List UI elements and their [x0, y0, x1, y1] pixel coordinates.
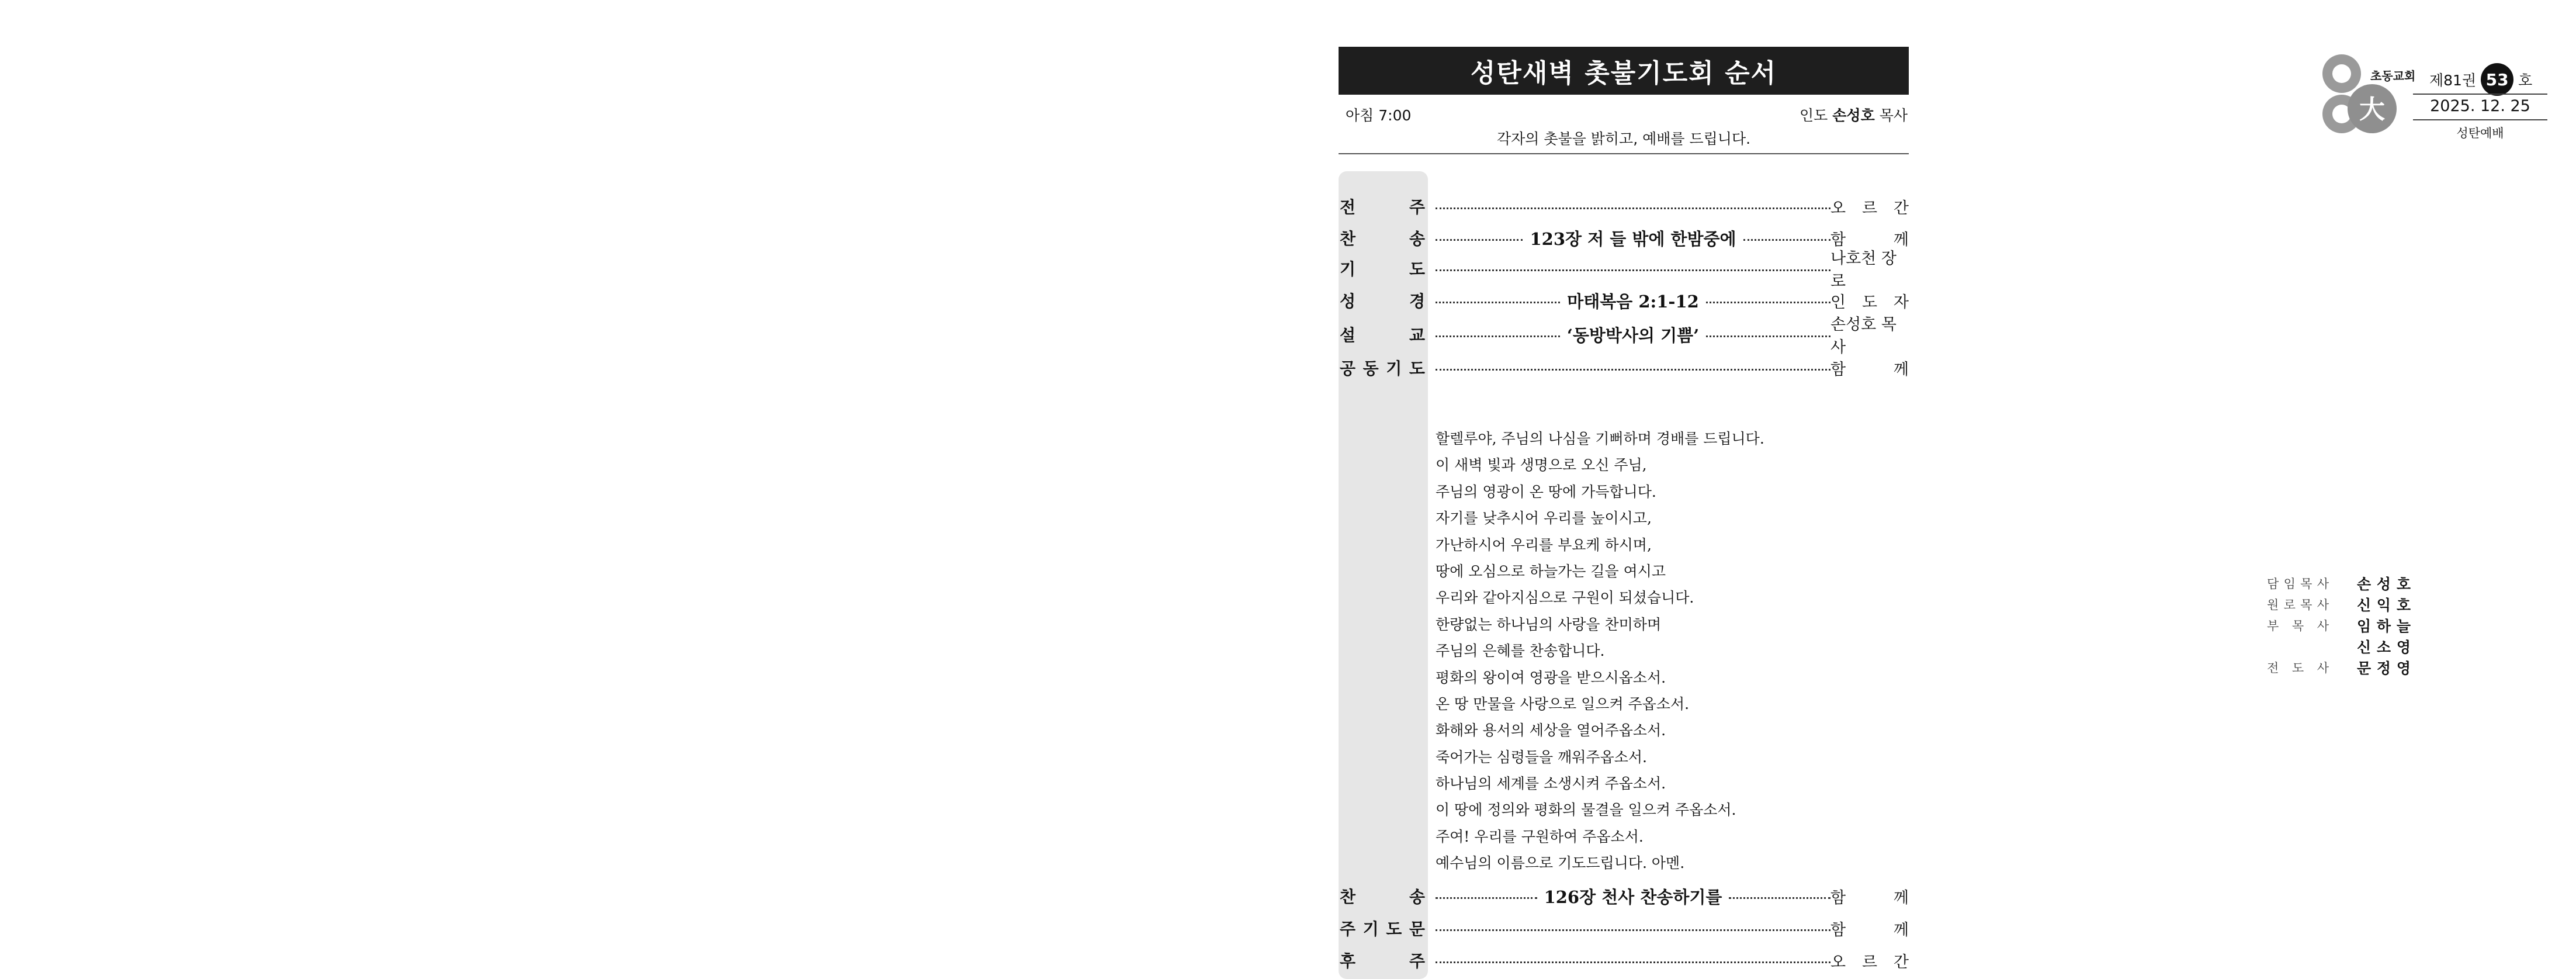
order-row-hymn-2 — [1339, 884, 1909, 908]
order-row-prayer — [1339, 250, 1909, 290]
order-performer: 함 께 — [1830, 921, 1909, 939]
prayer-line: 땅에 오심으로 하늘가는 길을 여시고 — [1436, 562, 1666, 580]
scripture-reference: 마태복음 2:1-12 — [1567, 291, 1699, 312]
order-performer: 함 께 — [1830, 230, 1909, 249]
prayer-line: 화해와 용서의 세상을 열어주옵소서. — [1436, 722, 1666, 739]
order-title: 성탄새벽 촛불기도회 순서 — [1339, 47, 1909, 95]
bulletin-date: 2025. 12. 25 — [2430, 97, 2530, 115]
order-leader-dots — [1436, 195, 1830, 218]
prayer-line: 평화의 왕이여 영광을 받으시옵소서. — [1436, 669, 1666, 686]
staff-row — [2267, 615, 2419, 636]
issue-suffix: 호 — [2518, 72, 2533, 89]
masthead-rule — [2413, 119, 2547, 120]
order-row-prelude — [1339, 195, 1909, 218]
staff-name: 임 하 늘 — [2357, 618, 2411, 635]
issue-number-badge: 53 — [2481, 63, 2513, 96]
order-performer: 함 께 — [1830, 360, 1909, 379]
order-performer: 손성호 목사 — [1830, 316, 1897, 357]
order-label: 찬 송 — [1340, 887, 1425, 907]
staff-role: 담 임 목 사 — [2267, 577, 2329, 591]
order-row-postlude — [1339, 949, 1909, 972]
prayer-line: 하나님의 세계를 소생시켜 주옵소서. — [1436, 775, 1666, 793]
church-logo — [2318, 50, 2406, 138]
order-performer: 나호천 장로 — [1830, 250, 1897, 290]
prayer-line: 주님의 영광이 온 땅에 가득합니다. — [1436, 483, 1656, 500]
order-label: 설 교 — [1340, 326, 1425, 345]
staff-name: 손 성 호 — [2357, 576, 2411, 593]
prayer-line: 이 땅에 정의와 평화의 물결을 일으켜 주옵소서. — [1436, 801, 1736, 819]
order-label: 성 경 — [1340, 292, 1425, 311]
prayer-line: 주여! 우리를 구원하여 주옵소서. — [1436, 828, 1644, 845]
order-row-sermon — [1339, 316, 1909, 357]
common-prayer-text — [1436, 425, 1845, 877]
order-subtitle: 각자의 촛불을 밝히고, 예배를 드립니다. — [1496, 130, 1751, 147]
sermon-title: ‘동방박사의 기쁨’ — [1566, 325, 1700, 345]
staff-row — [2267, 573, 2419, 594]
staff-name: 신 소 영 — [2357, 639, 2411, 656]
order-row-hymn-1 — [1339, 226, 1909, 250]
divider — [1339, 153, 1909, 154]
prayer-line: 죽어가는 심령들을 깨워주옵소서. — [1436, 748, 1647, 766]
prayer-line: 이 새벽 빛과 생명으로 오신 주님, — [1436, 456, 1647, 474]
prayer-line: 한량없는 하나님의 사랑을 찬미하며 — [1436, 615, 1662, 633]
order-row-common-prayer — [1339, 356, 1909, 379]
staff-name: 신 익 호 — [2357, 597, 2411, 614]
prayer-line: 주님의 은혜를 찬송합니다. — [1436, 642, 1605, 660]
volume-label: 제81권 — [2429, 72, 2477, 89]
hymn-title: 126장 천사 찬송하기를 — [1544, 887, 1722, 907]
order-performer: 인 도 자 — [1830, 293, 1909, 312]
prayer-line: 가난하시어 우리를 부요케 하시며, — [1436, 536, 1652, 554]
order-label: 찬 송 — [1340, 229, 1425, 248]
staff-name: 문 정 영 — [2357, 660, 2411, 677]
order-performer: 오 르 간 — [1830, 199, 1909, 217]
church-name: 초동교회 — [2370, 69, 2416, 83]
masthead-rule — [2413, 94, 2547, 95]
leader-name: 손성호 — [1832, 107, 1875, 124]
logo-glyph: 大 — [2359, 95, 2385, 124]
order-label: 기 도 — [1340, 260, 1425, 279]
staff-row — [2267, 657, 2419, 678]
prayer-line: 온 땅 만물을 사랑으로 일으켜 주옵소서. — [1436, 695, 1690, 712]
staff-row — [2267, 636, 2419, 657]
order-row-lords-prayer — [1339, 916, 1909, 940]
order-label: 후 주 — [1340, 952, 1425, 971]
service-name: 성탄예배 — [2456, 126, 2504, 140]
service-leader — [1800, 104, 1908, 125]
order-performer: 함 께 — [1830, 888, 1909, 907]
prayer-line: 할렐루야, 주님의 나심을 기뻐하며 경배를 드립니다. — [1436, 430, 1764, 447]
staff-role: 부 목 사 — [2267, 619, 2329, 633]
order-label: 주 기 도 문 — [1340, 919, 1425, 939]
leader-title: 목사 — [1879, 107, 1908, 124]
prayer-line: 우리와 같아지심으로 구원이 되셨습니다. — [1436, 589, 1694, 607]
staff-role: 원 로 목 사 — [2267, 598, 2329, 612]
volume-issue — [2429, 63, 2532, 96]
hymn-title: 123장 저 들 밖에 한밤중에 — [1530, 229, 1736, 249]
prayer-line: 예수님의 이름으로 기도드립니다. 아멘. — [1436, 855, 1685, 872]
service-time: 아침 7:00 — [1346, 107, 1412, 124]
staff-row — [2267, 594, 2419, 615]
order-row-scripture — [1339, 289, 1909, 312]
order-of-service — [1339, 47, 1909, 971]
order-performer: 오 르 간 — [1830, 953, 1909, 971]
order-label: 공 동 기 도 — [1340, 359, 1425, 378]
leader-role: 인도 — [1800, 107, 1828, 124]
prayer-line: 자기를 낮추시어 우리를 높이시고, — [1436, 510, 1652, 527]
order-label: 전 주 — [1340, 198, 1425, 217]
staff-role: 전 도 사 — [2267, 661, 2329, 675]
